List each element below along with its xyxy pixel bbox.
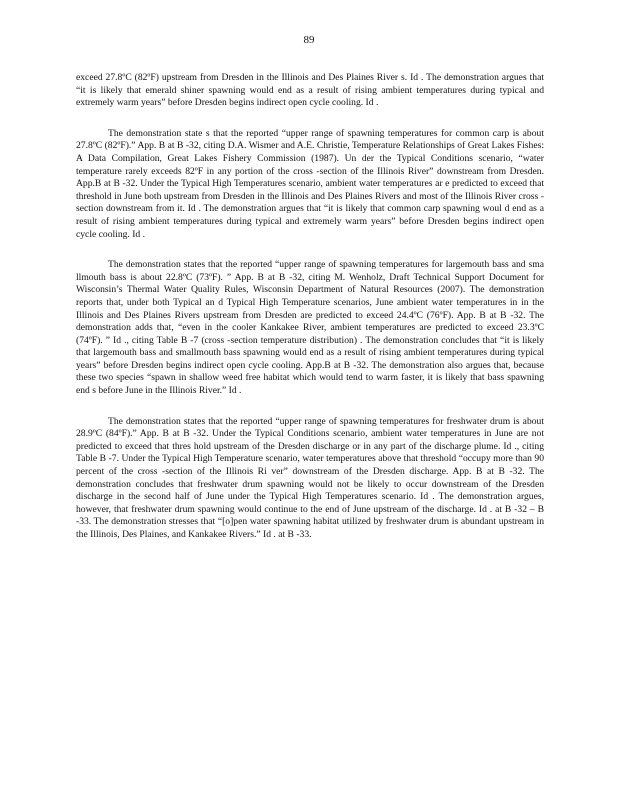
paragraph-3: The demonstration states that the reported “upper range of spawning temperatures for largemouth bass and sma llmouth bass is about 22.8ºC (73ºF). ” App. B at B -32, citing M. Wenholz, Draft Technical Support Document for Wisconsin’s Thermal Water Quality Rules, Wisconsin Department of Natural Resources (2007). The demonstration reports that, under both Typical an d Typical High Temperature scenarios, June ambient water temperatures in in the Illinois and Des Plaines Rivers upstream from Dresden are predicted to exceed 24.4ºC (76ºF). App. B at B -32. The demonstration adds that, “even in the cooler Kankakee River, ambient temperatures are predicted to exceed 23.3ºC (74ºF). ” Id ., citing Table B -7 (cross -section temperature distribution) . The demonstration concludes that “it is likely that largemouth bass and smallmouth bass spawning would end as a result of rising ambient temperatures during typical years” before Dresden begins indirect open cycle cooling. App.B at B -32. The demonstration also argues that, because these two species “spawn in shallow weed free habitat which would tend to warm faster, it is likely that bass spawning end s before June in the Illinois River.” Id .: [76, 259, 544, 397]
paragraph-4: The demonstration states that the reported “upper range of spawning temperatures for freshwater drum is about 28.9ºC (84ºF).” App. B at B -32. Under the Typical Conditions scenario, ambient water temperatures in June are not predicted to exceed that thres hold upstream of the Dresden discharge or in any part of the discharge plume. Id ., citing Table B -7. Under the Typical High Temperature scenario, water temperatures above that threshold “occupy more than 90 percent of the cross -section of the Illinois Ri ver” downstream of the Dresden discharge. App. B at B -32. The demonstration concludes that freshwater drum spawning would not be likely to occur downstream of the Dresden discharge in the second half of June under the Typical High Temperatures scenario. Id . The demonstration argues, however, that freshwater drum spawning would continue to the end of June upstream of the discharge. Id . at B -32 – B -33. The demonstration stresses that “[o]pen water spawning habitat utilized by freshwater drum is abundant upstream in the Illinois, Des Plaines, and Kankakee Rivers.” Id . at B -33.: [76, 415, 544, 540]
page-number: 89: [303, 34, 315, 46]
body-text: [76, 72, 544, 560]
paragraph-2: The demonstration state s that the reported “upper range of spawning temperatures for common carp is about 27.8ºC (82ºF).” App. B at B -32, citing D.A. Wismer and A.E. Christie, Temperature Relationships of Great Lakes Fishes: A Data Compilation, Great Lakes Fishery Commission (1987). Un der the Typical Conditions scenario, “water temperature rarely exceeds 82ºF in any portion of the cross -section of the Illinois River” downstream from Dresden. App.B at B -32. Under the Typical High Temperatures scenario, ambient water temperatures ar e predicted to exceed that threshold in June both upstream from Dresden in the Illinois and Des Plaines Rivers and most of the Illinois River cross -section downstream from it. Id . The demonstration argues that “it is likely that common carp spawning woul d end as a result of rising ambient temperatures during typical and extremely warm years” before Dresden begins indirect open cycle cooling. Id .: [76, 127, 544, 240]
paragraph-1: exceed 27.8ºC (82ºF) upstream from Dresden in the Illinois and Des Plaines River s. Id . The demonstration argues that “it is likely that emerald shiner spawning would end as a result of rising ambient temperatures during typical and extremely warm years” before Dresden begins indirect open cycle cooling. Id .: [76, 72, 544, 109]
